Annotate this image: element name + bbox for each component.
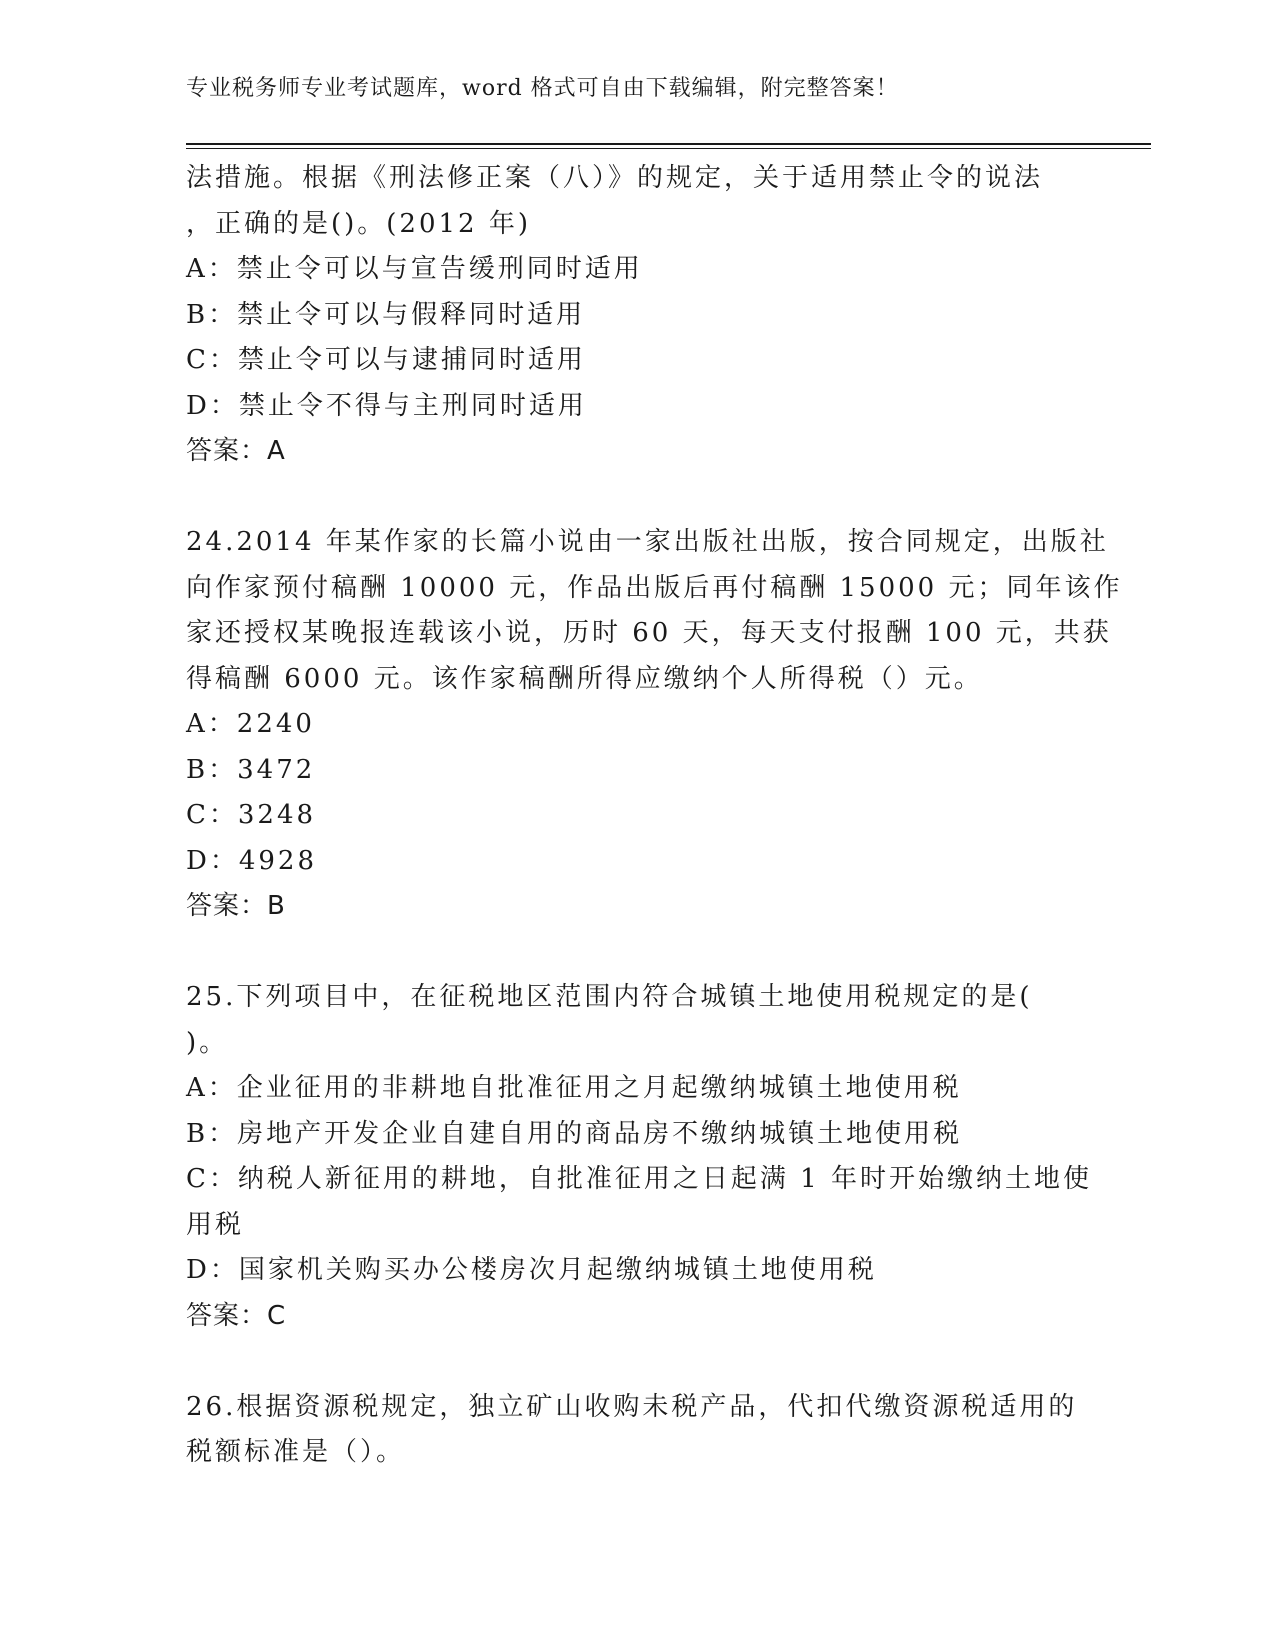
question-23-option-d: D：禁止令不得与主刑同时适用 [186,390,587,421]
question-24-text-line: 向作家预付稿酬 10000 元，作品出版后再付稿酬 15000 元；同年该作 [186,572,1123,603]
question-25-option-d: D：国家机关购买办公楼房次月起缴纳城镇土地使用税 [186,1255,877,1285]
question-24-answer: 答案：B [186,891,286,921]
spacer [186,1339,1086,1385]
question-24-text-line: 家还授权某晚报连载该小说，历时 60 天，每天支付报酬 100 元，共获 [186,618,1112,648]
exam-content [186,156,1123,1476]
question-24-text-line: 得稿酬 6000 元。该作家稿酬所得应缴纳个人所得税（）元。 [186,663,983,694]
header-rule-thick [186,143,1151,145]
page-header: 专业税务师专业考试题库，word 格式可自由下载编辑，附完整答案！ [186,76,899,101]
question-24-text-line: 24.2014 年某作家的长篇小说由一家出版社出版，按合同规定，出版社 [186,527,1109,557]
question-23-answer: 答案：A [186,436,286,466]
question-23-text-line: 法措施。根据《刑法修正案（八）》的规定，关于适用禁止令的说法 [186,163,1044,193]
spacer [186,475,1086,521]
question-25-text-line: )。 [186,1027,229,1058]
question-23-text-line: ，正确的是()。(2012 年) [186,208,532,239]
question-25 [186,975,1092,1339]
question-23 [186,156,1086,475]
question-26-text-line: 26.根据资源税规定，独立矿山收购未税产品，代扣代缴资源税适用的 [186,1391,1078,1422]
question-26-text-line: 税额标准是（）。 [186,1437,406,1467]
question-23-option-c: C：禁止令可以与逮捕同时适用 [186,345,586,375]
spacer [186,930,1086,976]
question-25-text-line: 25.下列项目中，在征税地区范围内符合城镇土地使用税规定的是( [186,982,1033,1012]
question-24-option-d: D：4928 [186,845,318,876]
question-24-option-b: B：3472 [186,754,316,785]
question-25-option-a: A：企业征用的非耕地自批准征用之月起缴纳城镇土地使用税 [186,1073,962,1103]
question-24-option-c: C：3248 [186,800,317,830]
header-rule-thin [186,148,1151,149]
question-26 [186,1385,1086,1476]
question-25-answer: 答案：C [186,1300,287,1331]
question-25-option-b: B：房地产开发企业自建自用的商品房不缴纳城镇土地使用税 [186,1118,963,1149]
question-24 [186,520,1123,930]
question-24-option-a: A：2240 [186,709,315,739]
question-23-option-b: B：禁止令可以与假释同时适用 [186,299,586,330]
question-25-option-c: C：纳税人新征用的耕地，自批准征用之日起满 1 年时开始缴纳土地使 [186,1164,1092,1194]
question-23-option-a: A：禁止令可以与宣告缓刑同时适用 [186,254,643,284]
question-25-option-c-continued: 用税 [186,1209,245,1240]
